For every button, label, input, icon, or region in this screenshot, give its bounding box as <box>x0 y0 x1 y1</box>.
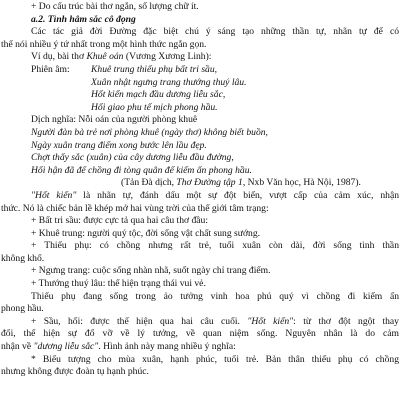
text-line: nhận về "dương liễu sắc". Hình ảnh này mang nhiều ý nghĩa: <box>1 341 236 353</box>
text-line: Ví dụ, bài thơ Khuê oán (Vương Xương Linh): <box>31 51 212 63</box>
text-line: + Thướng thuý lâu: thể hiện trạng thái vui vẻ. <box>31 278 206 290</box>
text-line: Dịch nghĩa: Nỗi oán của người phòng khuê <box>31 114 198 126</box>
translation-line: Ngày xuân trang điểm xong bước lên lầu đẹp. <box>31 139 207 151</box>
text-line: + Bất tri sầu: được cực tả qua hai câu thơ đầu: <box>31 215 209 227</box>
poem-text: Khuê trung thiếu phụ bất tri sầu, <box>91 63 218 75</box>
citation-line: (Tản Đà dịch, Thơ Đường tập 1, Nxb Văn học, Hà Nội, 1987). <box>121 177 361 189</box>
translation-line: Hối hận đã để chồng đi tòng quân để kiếm ấn phong hầu. <box>31 164 252 176</box>
text-line: phong hầu. <box>1 303 44 315</box>
text-line: * Biểu tượng cho mùa xuân, hạnh phúc, tuổi trẻ. Bản thân thiếu phụ có chồng <box>31 353 399 365</box>
text-line: + Sầu, hối: được thể hiện qua hai câu cuối. "Hốt kiến": từ thơ đột ngột thay <box>31 315 399 327</box>
text-line: thức. Nó là chiếc bản lề khép mở hai vùng trời của thế giới tâm trạng: <box>1 202 269 214</box>
poem-line: Hối giao phu tế mịch phong hầu. <box>91 101 218 113</box>
text-line: đổi, thể hiện sự đổ vỡ về lý tưởng, về quan niệm sống. Nguyên nhân là do cảm <box>1 328 399 340</box>
text-line: + Thiếu phụ: có chồng nhưng rất trẻ, tuổi xuân còn dài, đời sống tình thần <box>31 240 399 252</box>
text-line: nhưng không được đoàn tụ hạnh phúc. <box>1 366 149 378</box>
section-heading: a.2. Tình hâm sắc cô đọng <box>31 13 136 25</box>
translation-line: Chợt thấy sắc (xuân) của cây dương liễu đầu đường, <box>31 152 234 164</box>
poem-line <box>31 64 399 77</box>
poem-line: Xuân nhật ngưng trang thướng thuý lâu. <box>91 76 247 88</box>
poem-line: Hốt kiến mạch đầu dương liễu sắc, <box>91 89 226 101</box>
text-line: + Do cấu trúc bài thơ ngắn, số lượng chữ ít. <box>31 1 199 12</box>
text-line: Thiếu phụ đang sống trong ảo tưởng vinh hoa phú quý vì chồng đi kiếm ấn <box>31 290 399 302</box>
text-line: + Ngưng trang: cuộc sống nhàn nhã, suốt ngày chỉ trang điểm. <box>31 265 271 277</box>
text-line: không khổ. <box>1 252 45 264</box>
text-line: Các tác giả đời Đường đặc biệt chú ý sáng tạo những thần tự, nhãn tự để có <box>31 26 399 38</box>
poem-label: Phiên âm: <box>31 63 70 75</box>
text-line: + Khuê trung: người quý tộc, đời sống vật chất sung sướng. <box>31 227 261 239</box>
text-line: "Hốt kiến" là nhãn tự, đánh dấu một sự đột biến, vượt cấp của cảm xúc, nhận <box>31 189 400 201</box>
text-line: thể nói nhiều ý tứ nhất trong một hình thức ngắn gọn. <box>1 38 207 50</box>
translation-line: Người đàn bà trẻ nơi phòng khuê (ngày thơ) không biết buồn, <box>31 126 268 138</box>
